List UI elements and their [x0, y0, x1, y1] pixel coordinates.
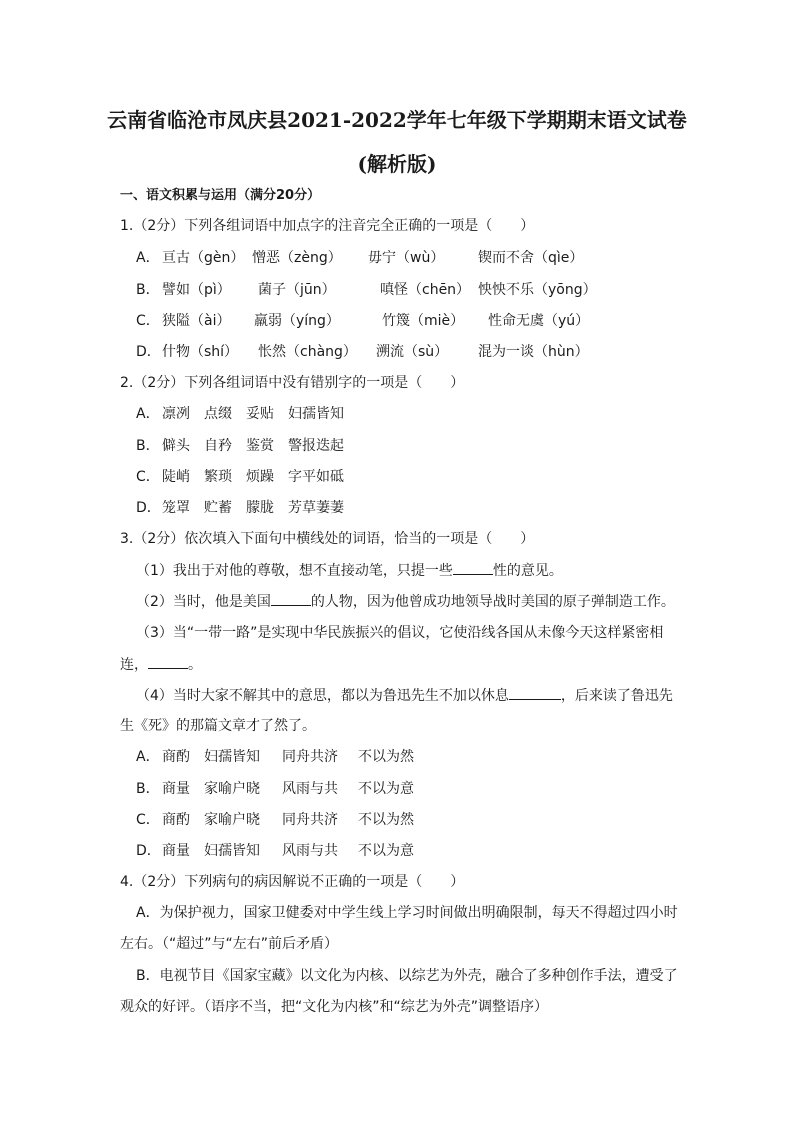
option-item: 商量 [162, 781, 190, 797]
option-letter: B． [136, 282, 160, 298]
sentence-text: （1）我出于对他的尊敬，想不直接动笔，只提一些 [136, 563, 453, 579]
option-item: 商酌 [162, 749, 190, 765]
q3-sentence-2 [136, 591, 675, 612]
document-subtitle: (解析版) [357, 152, 437, 176]
option-item: 点缀 [204, 406, 232, 422]
fill-blank[interactable] [453, 560, 493, 575]
option-item: 字平如砥 [288, 469, 344, 485]
option-item: 芳草萋萋 [288, 500, 344, 516]
option-item: 溯流（sù） [376, 344, 449, 360]
option-letter: C． [136, 469, 160, 485]
sentence-text: 连， [120, 657, 148, 673]
option-item: 竹篾（miè） [382, 313, 465, 329]
question-3-stem: 3.（2分）依次填入下面句中横线处的词语，恰当的一项是（ ） [120, 531, 535, 547]
option-letter: B． [136, 438, 160, 454]
q3-sentence-1 [136, 560, 563, 581]
option-letter: B． [136, 781, 160, 797]
q3-sentence-3-line2 [120, 654, 202, 675]
option-item: 不以为意 [358, 781, 414, 797]
question-2-stem: 2.（2分）下列各组词语中没有错别字的一项是（ ） [120, 375, 465, 391]
option-item: 憎恶（zèng） [252, 250, 342, 266]
fill-blank[interactable] [271, 591, 311, 606]
option-item: 繁琐 [204, 469, 232, 485]
option-item: 不以为然 [358, 812, 414, 828]
option-item: 亘古（gèn） [162, 250, 245, 266]
option-item: 笼罩 [162, 500, 190, 516]
option-item: 菌子（jūn） [258, 282, 336, 298]
option-letter: C． [136, 812, 160, 828]
option-item: 不以为意 [358, 843, 414, 859]
option-item: 妥贴 [246, 406, 274, 422]
option-item: 嗔怪（chēn） [380, 282, 471, 298]
section-heading: 一、语文积累与运用（满分20分） [120, 188, 321, 203]
option-item: 混为一谈（hùn） [478, 344, 589, 360]
option-item: 家喻户晓 [204, 812, 260, 828]
option-letter: A． [136, 250, 160, 266]
fill-blank[interactable] [148, 654, 188, 669]
option-letter: C． [136, 313, 160, 329]
q3-sentence-3-line1: （3）当“一带一路”是实现中华民族振兴的倡议，它使沿线各国从未像今天这样紧密相 [136, 625, 664, 641]
sentence-text: 。 [188, 657, 202, 673]
option-letter: A． [136, 406, 160, 422]
option-item: 商量 [162, 843, 190, 859]
option-item: 妇孺皆知 [204, 749, 260, 765]
question-4-stem: 4.（2分）下列病句的病因解说不正确的一项是（ ） [120, 874, 465, 890]
option-letter: D． [136, 344, 161, 360]
option-item: 风雨与共 [282, 843, 338, 859]
sentence-text: 性的意见。 [492, 563, 563, 579]
q4-option-b-line1[interactable]: B．电视节目《国家宝藏》以文化为内核、以综艺为外壳，融合了多种创作手法，遭受了 [136, 968, 678, 984]
option-item: 家喻户晓 [204, 781, 260, 797]
sentence-text: 的人物，因为他曾成功地领导战时美国的原子弹制造工作。 [310, 594, 675, 610]
option-item: 贮蓄 [204, 500, 232, 516]
option-item: 同舟共济 [282, 812, 338, 828]
option-item: 商酌 [162, 812, 190, 828]
option-item: 烦躁 [246, 469, 274, 485]
document-title: 云南省临沧市凤庆县2021-2022学年七年级下学期期末语文试卷 [107, 108, 687, 132]
option-item: 自矜 [204, 438, 232, 454]
option-item: 怏怏不乐（yōng） [478, 282, 597, 298]
option-item: 同舟共济 [282, 749, 338, 765]
option-item: 锲而不舍（qìe） [478, 250, 584, 266]
fill-blank[interactable] [509, 685, 561, 700]
q3-sentence-4-line1 [136, 685, 673, 706]
option-item: 凛冽 [162, 406, 190, 422]
q4-option-a-line2: 左右。（“超过”与“左右”前后矛盾） [120, 936, 339, 952]
option-item: 譬如（pì） [162, 282, 231, 298]
question-1-stem: 1.（2分）下列各组词语中加点字的注音完全正确的一项是（ ） [120, 218, 535, 234]
option-item: 风雨与共 [282, 781, 338, 797]
q4-option-a-line1[interactable]: A．为保护视力，国家卫健委对中学生线上学习时间做出明确限制，每天不得超过四小时 [136, 905, 678, 921]
option-item: 毋宁（wù） [368, 250, 445, 266]
option-item: 僻头 [162, 438, 190, 454]
option-letter: A． [136, 749, 160, 765]
option-item: 怅然（chàng） [258, 344, 357, 360]
option-item: 妇孺皆知 [204, 843, 260, 859]
option-item: 什物（shí） [162, 344, 239, 360]
option-letter: D． [136, 500, 161, 516]
option-item: 不以为然 [358, 749, 414, 765]
option-item: 妇孺皆知 [288, 406, 344, 422]
option-item: 鉴赏 [246, 438, 274, 454]
q3-sentence-4-line2: 生《死》的那篇文章才了然了。 [120, 718, 316, 734]
sentence-text: （2）当时，他是美国 [136, 594, 271, 610]
option-item: 性命无虞（yú） [488, 313, 590, 329]
option-item: 陡峭 [162, 469, 190, 485]
option-item: 狭隘（ài） [162, 313, 231, 329]
sentence-text: （4）当时大家不解其中的意思，都以为鲁迅先生不加以休息 [136, 688, 509, 704]
sentence-text: ，后来读了鲁迅先 [560, 688, 673, 704]
option-item: 朦胧 [246, 500, 274, 516]
option-item: 羸弱（yíng） [254, 313, 340, 329]
option-letter: D． [136, 843, 161, 859]
q4-option-b-line2: 观众的好评。（语序不当，把“文化为内核”和“综艺为外壳”调整语序） [120, 999, 549, 1015]
option-item: 警报迭起 [288, 438, 344, 454]
